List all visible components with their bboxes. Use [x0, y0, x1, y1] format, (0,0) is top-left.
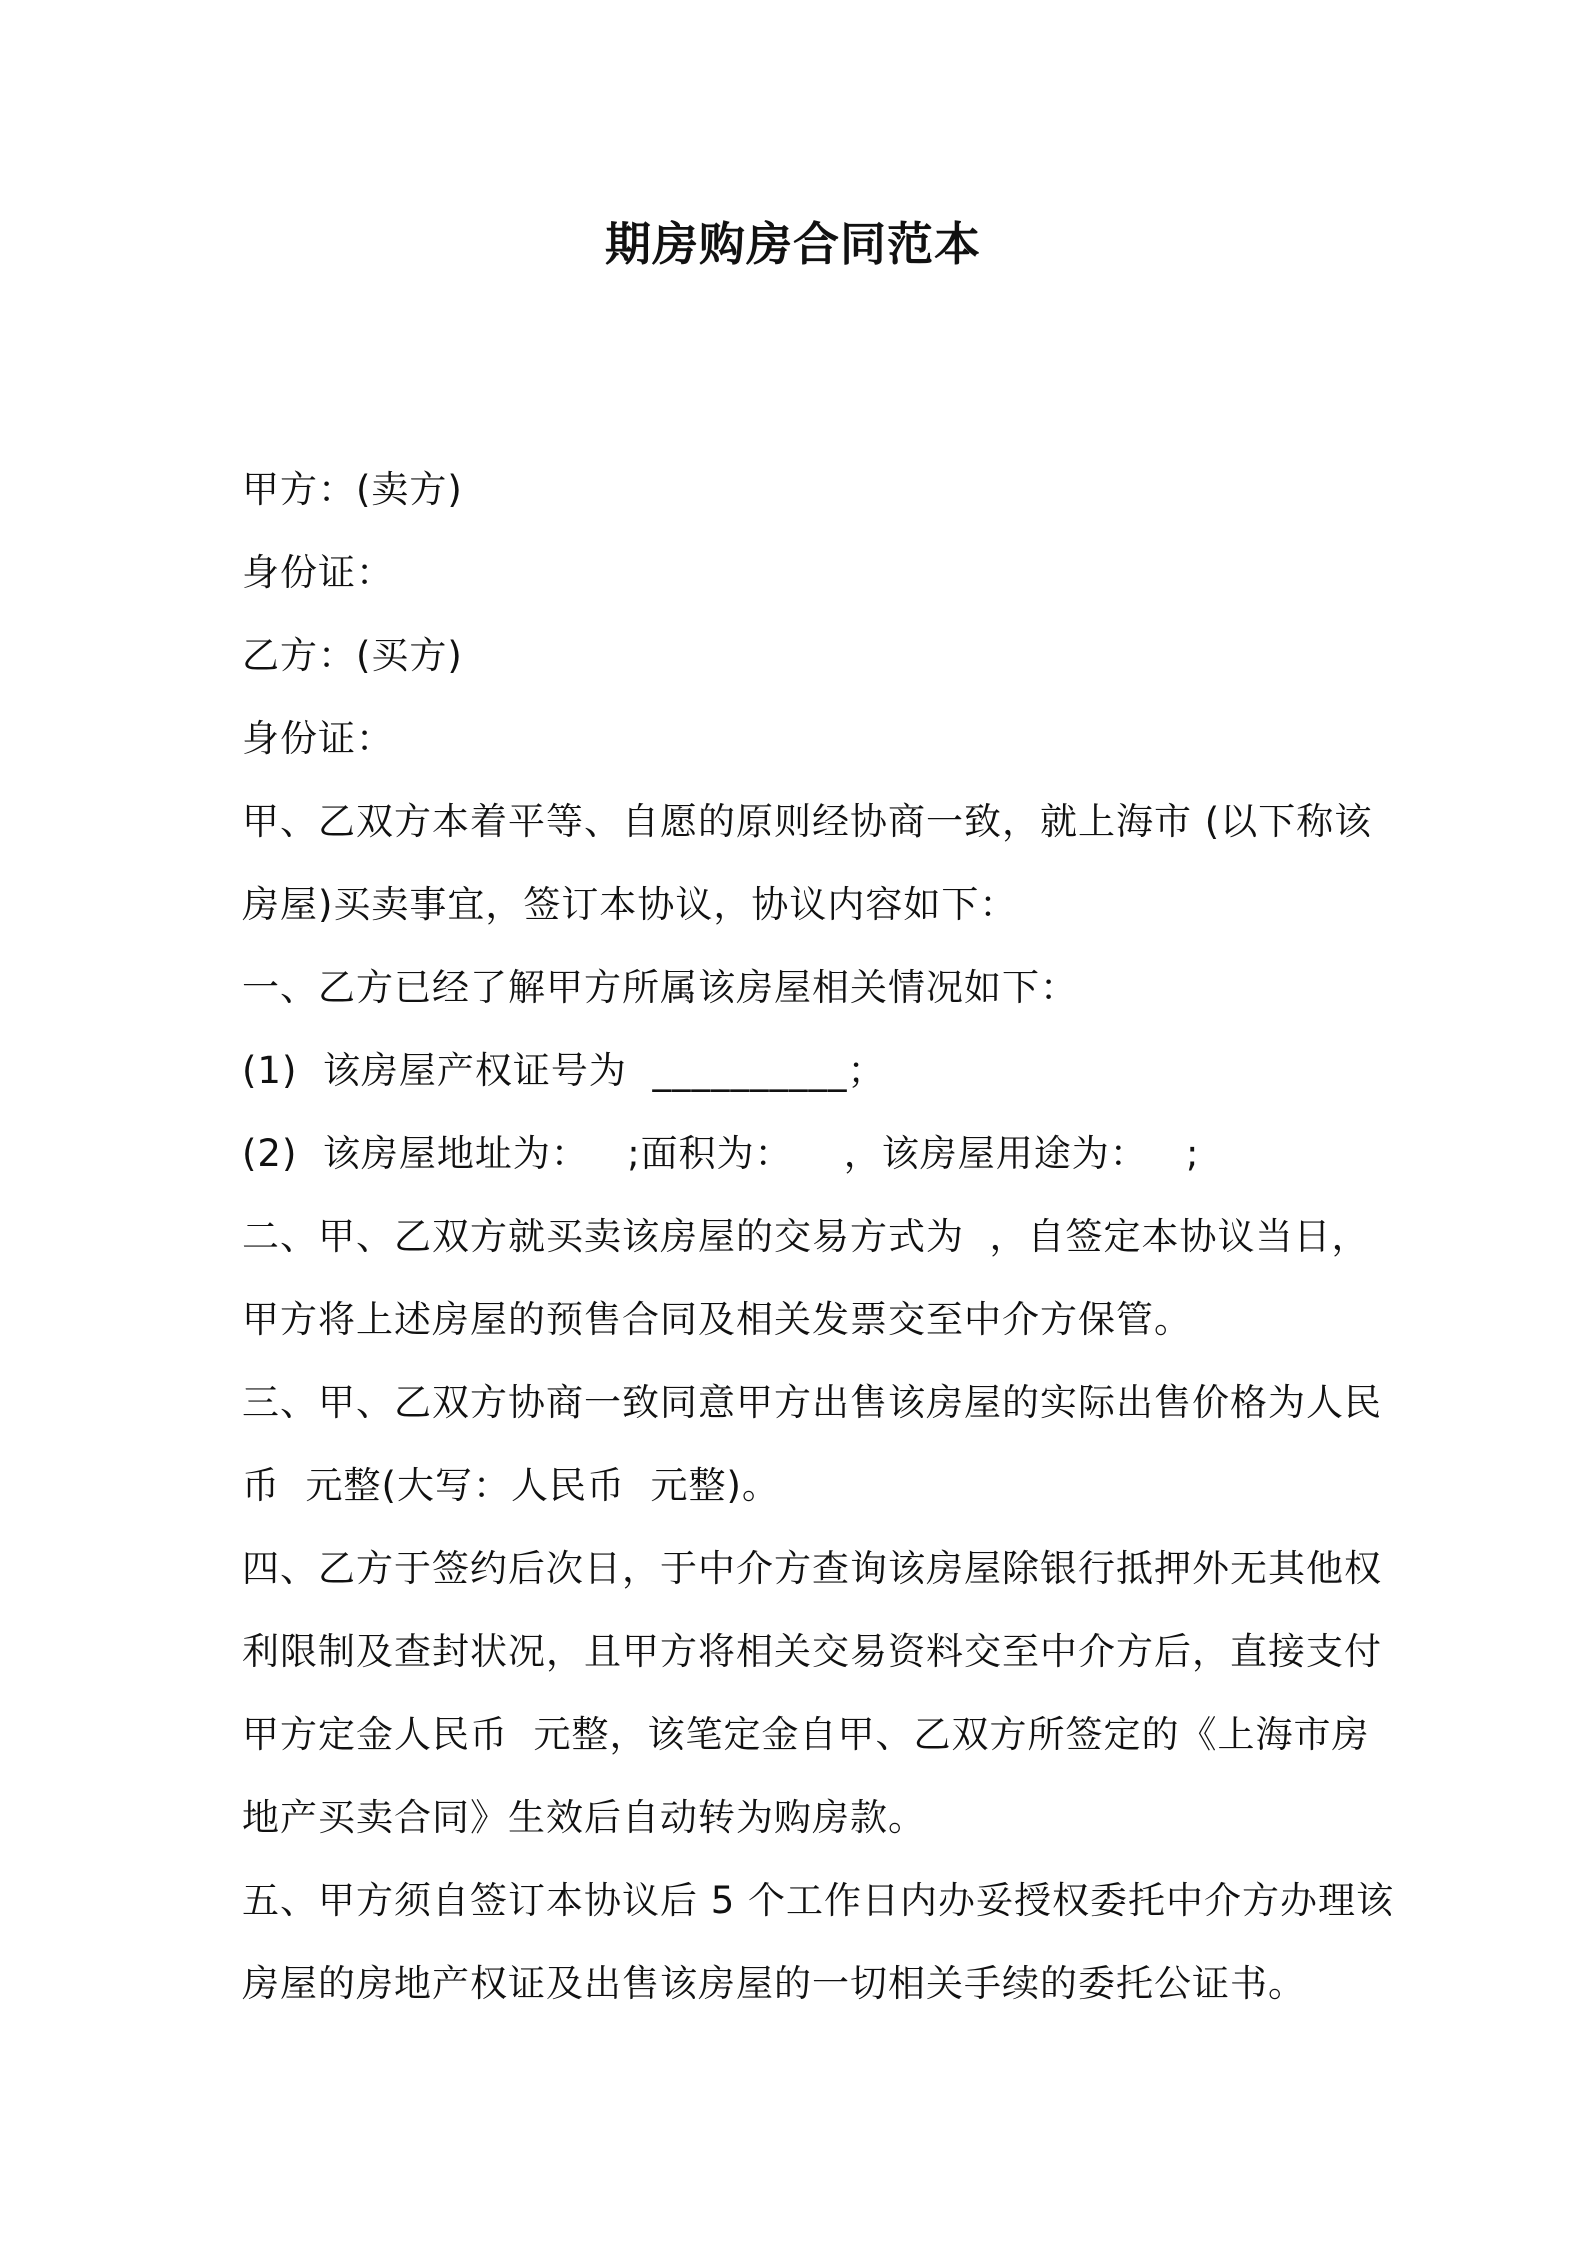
clause-1-item-1: (1) 该房屋产权证号为 __________；	[242, 1049, 886, 1092]
document-body	[242, 448, 1395, 2025]
party-a-line: 甲方：(卖方)	[242, 468, 463, 511]
clause-3-line-1: 三、甲、乙双方协商一致同意甲方出售该房屋的实际出售价格为人民	[242, 1381, 1382, 1424]
preamble-line-2: 房屋)买卖事宜，签订本协议，协议内容如下：	[242, 883, 1018, 926]
party-b-line: 乙方：(买方)	[242, 634, 463, 677]
clause-3-line-2: 币 元整(大写：人民币 元整)。	[242, 1464, 780, 1507]
clause-4-line-1: 四、乙方于签约后次日，于中介方查询该房屋除银行抵押外无其他权	[242, 1547, 1382, 1590]
clause-4-line-4: 地产买卖合同》生效后自动转为购房款。	[242, 1796, 926, 1839]
clause-2-line-1: 二、甲、乙双方就买卖该房屋的交易方式为 ，自签定本协议当日，	[242, 1215, 1370, 1258]
document-title: 期房购房合同范本	[605, 217, 981, 271]
clause-1-item-2: (2) 该房屋地址为： ;面积为： ，该房屋用途为： ;	[242, 1132, 1200, 1175]
preamble-line-1: 甲、乙双方本着平等、自愿的原则经协商一致，就上海市 (以下称该	[242, 800, 1373, 843]
clause-5-line-2: 房屋的房地产权证及出售该房屋的一切相关手续的委托公证书。	[242, 1962, 1306, 2005]
clause-4-line-2: 利限制及查封状况，且甲方将相关交易资料交至中介方后，直接支付	[242, 1630, 1382, 1673]
clause-1-heading: 一、乙方已经了解甲方所属该房屋相关情况如下：	[242, 966, 1078, 1009]
clause-5-line-1: 五、甲方须自签订本协议后 5 个工作日内办妥授权委托中介方办理该	[242, 1879, 1395, 1922]
party-a-id-line: 身份证：	[242, 551, 394, 594]
clause-4-line-3: 甲方定金人民币 元整，该笔定金自甲、乙双方所签定的《上海市房	[242, 1713, 1370, 1756]
clause-2-line-2: 甲方将上述房屋的预售合同及相关发票交至中介方保管。	[242, 1298, 1192, 1341]
party-b-id-line: 身份证：	[242, 717, 394, 760]
